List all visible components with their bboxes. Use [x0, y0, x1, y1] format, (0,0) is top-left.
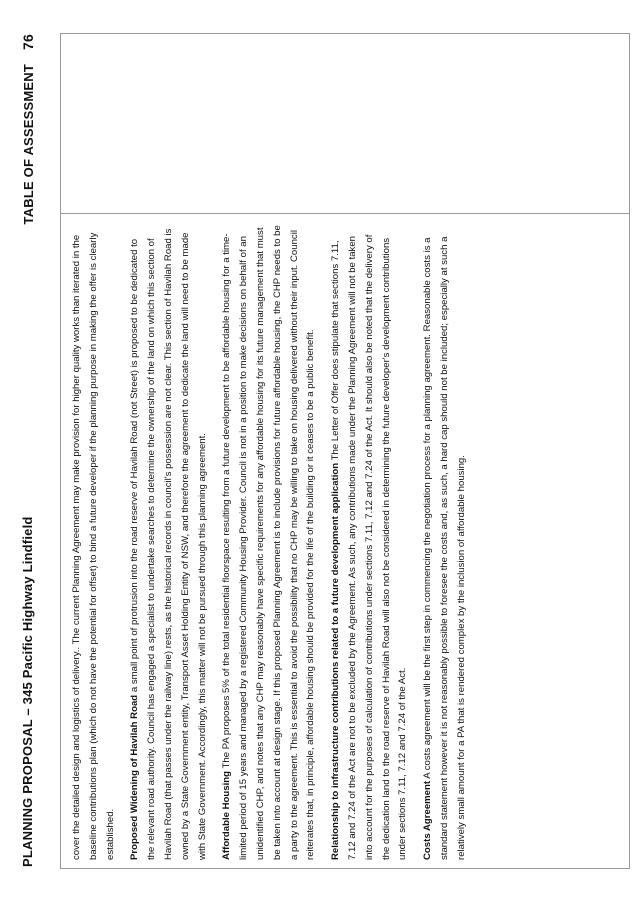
paragraph-havilah-road: [127, 224, 211, 860]
paragraph-costs-agreement: [420, 224, 470, 860]
paragraph-text: cover the detailed design and logistics of delivery.. The current Planning Agreement may make provision for higher quality works than iterated in the baseline contributions plan (which do not have the potential for offset) to bind a future developer if the planning purpose in making the offer is clearly established.: [71, 232, 116, 860]
paragraph-text: a small point of protrusion into the road reserve of Havilah Road (not Street) is proposed to be dedicated to the relevant road authority. Council has engaged a specialist to undertake searches to determine the ownership of the land on which this section of Havilah Road (that passes under the railway line) rests, as the historical records in council's possession are not clear. This section of Havilah Road is owned by a State Government entity, Transport Asset Holding Entity of NSW, and therefore the agreement to dedicate the land will need to be made with State Government. Accordingly, this matter will not be pursued through this planning agreement.: [129, 228, 208, 860]
paragraph-text: The PA proposes 5% of the total residential floorspace resulting from a future development to be affordable housing for a time-limited period of 15 years and managed by a registered Community Housing Provider. Council is not in a position to make decisions on behalf of an unidentified CHP, and notes that any CHP may reasonably have specific requirements for any affordable housing for its future management that must be taken into account at design stage. If this proposed Planning Agreement is to include provisions for future affordable housing, the CHP needs to be a party to the agreement. This is essential to avoid the possibility that no CHP may be willing to take on housing delivered without their input. Council reiterates that, in principle, affordable housing should be provided for the life of the building or it ceases to be a public benefit.: [221, 225, 317, 860]
paragraph-heading: Affordable Housing: [221, 770, 233, 860]
header-right: [20, 34, 36, 225]
paragraph-delivery: [69, 224, 119, 860]
empty-table-cell: [61, 34, 629, 213]
paragraph-heading: Proposed Widening of Havilah Road: [129, 694, 141, 860]
paragraph-affordable-housing: [219, 224, 320, 860]
paragraph-text: A costs agreement will be the first step in commencing the negotiation process for a planning agreement. Reasonable costs is a standard statement however it is not reasonably possible to foresee the costs and, as such, a hard cap should not be included; especially at such a relatively small amount for a PA that is rendered complex by the inclusion of affordable housing.: [422, 236, 467, 860]
assessment-comment-cell: [61, 213, 629, 868]
paragraph-heading: Relationship to infrastructure contributions related to a future development application: [330, 462, 342, 860]
page-number: 76: [20, 34, 36, 50]
paragraph-infrastructure-contributions: [328, 224, 412, 860]
paragraph-heading: Costs Agreement: [422, 780, 434, 860]
page-header: [20, 34, 50, 867]
document-title: PLANNING PROPOSAL – 345 Pacific Highway Lindfield: [20, 516, 35, 867]
section-title: TABLE OF ASSESSMENT: [21, 63, 36, 225]
paragraph-text: The Letter of Offer does stipulate that sections 7.11, 7.12 and 7.24 of the Act are not to be excluded by the Agreement. As such, any contributions made under the Planning Agreement will not be taken into account for the purposes of calculation of contributions under sections 7.11, 7.12 and 7.24 of the Act. It should also be noted that the delivery of the dedication land to the road reserve of Havilah Road will also not be considered in determining the future developer's development contributions under sections 7.11, 7.12 and 7.24 of the Act.: [330, 234, 409, 860]
assessment-table: [60, 33, 630, 869]
